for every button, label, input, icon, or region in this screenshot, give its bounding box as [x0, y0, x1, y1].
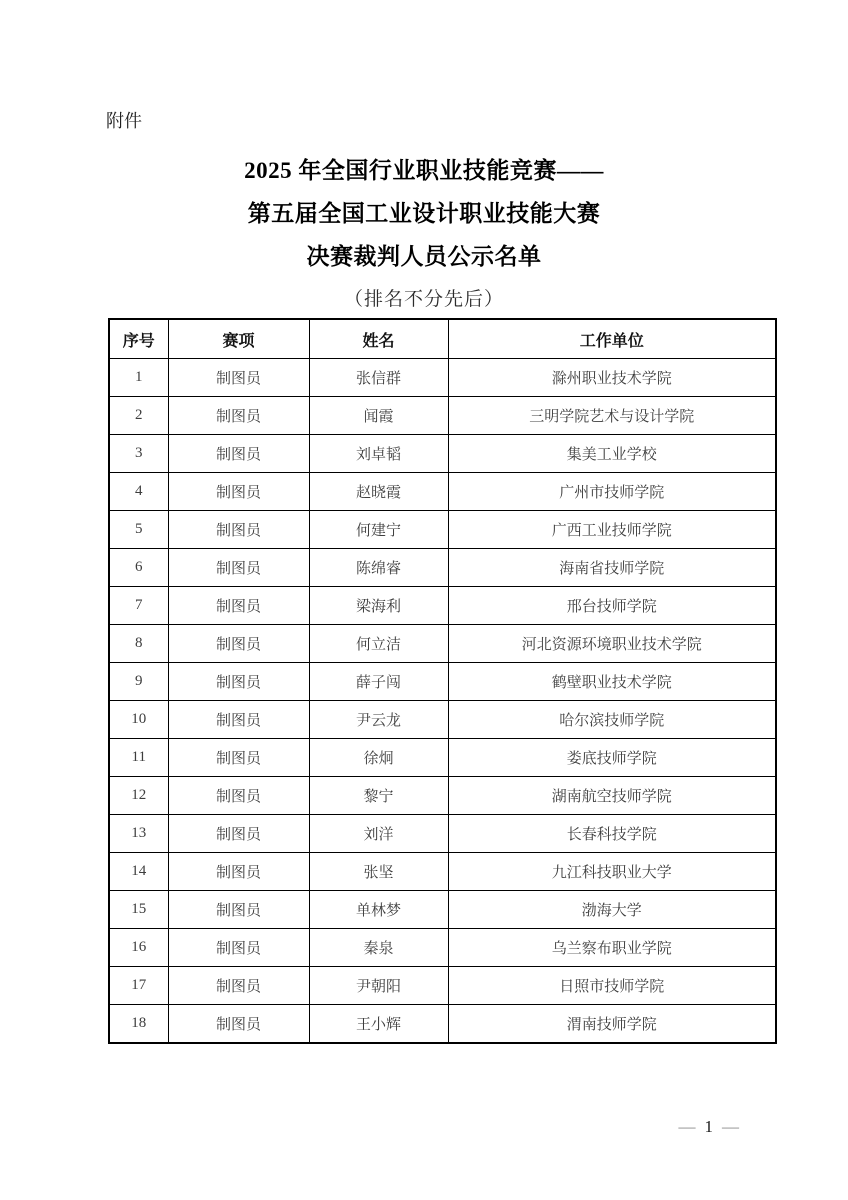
cell-work-unit: 湖南航空技师学院: [448, 777, 776, 815]
cell-event: 制图员: [168, 511, 309, 549]
cell-work-unit: 海南省技师学院: [448, 549, 776, 587]
footer-dash-right: —: [722, 1117, 739, 1136]
table-row: [109, 549, 776, 587]
cell-event: 制图员: [168, 815, 309, 853]
table-row: [109, 473, 776, 511]
cell-work-unit: 日照市技师学院: [448, 967, 776, 1005]
cell-event: 制图员: [168, 549, 309, 587]
header-name: 姓名: [309, 319, 448, 359]
table-row: [109, 663, 776, 701]
page-footer: [670, 1117, 749, 1137]
cell-serial-number: 16: [109, 929, 168, 967]
cell-name: 刘洋: [309, 815, 448, 853]
cell-name: 王小辉: [309, 1005, 448, 1044]
subtitle-note: （排名不分先后）: [343, 289, 504, 310]
cell-serial-number: 17: [109, 967, 168, 1005]
cell-work-unit: 长春科技学院: [448, 815, 776, 853]
header-event: 赛项: [168, 319, 309, 359]
cell-name: 刘卓韬: [309, 435, 448, 473]
cell-name: 何立洁: [309, 625, 448, 663]
cell-event: 制图员: [168, 891, 309, 929]
cell-work-unit: 河北资源环境职业技术学院: [448, 625, 776, 663]
cell-serial-number: 14: [109, 853, 168, 891]
cell-serial-number: 3: [109, 435, 168, 473]
table-row: [109, 853, 776, 891]
header-work-unit: 工作单位: [448, 319, 776, 359]
cell-serial-number: 15: [109, 891, 168, 929]
document-title: [0, 149, 848, 278]
cell-name: 尹云龙: [309, 701, 448, 739]
cell-name: 何建宁: [309, 511, 448, 549]
judges-table: [108, 318, 777, 1044]
cell-name: 徐炯: [309, 739, 448, 777]
cell-serial-number: 18: [109, 1005, 168, 1044]
cell-work-unit: 渭南技师学院: [448, 1005, 776, 1044]
page-number: 1: [704, 1117, 713, 1136]
cell-name: 张信群: [309, 359, 448, 397]
cell-event: 制图员: [168, 967, 309, 1005]
table-row: [109, 777, 776, 815]
cell-name: 薛子闯: [309, 663, 448, 701]
table-row: [109, 625, 776, 663]
cell-work-unit: 滁州职业技术学院: [448, 359, 776, 397]
cell-serial-number: 1: [109, 359, 168, 397]
table-row: [109, 1005, 776, 1044]
cell-serial-number: 11: [109, 739, 168, 777]
cell-work-unit: 渤海大学: [448, 891, 776, 929]
cell-name: 单林梦: [309, 891, 448, 929]
cell-event: 制图员: [168, 739, 309, 777]
table-row: [109, 967, 776, 1005]
cell-serial-number: 9: [109, 663, 168, 701]
table-header-row: [109, 319, 776, 359]
title-line-2: 第五届全国工业设计职业技能大赛: [247, 201, 601, 226]
title-line-1: 2025 年全国行业职业技能竞赛——: [244, 158, 604, 183]
table-row: [109, 739, 776, 777]
cell-event: 制图员: [168, 853, 309, 891]
cell-serial-number: 5: [109, 511, 168, 549]
cell-serial-number: 7: [109, 587, 168, 625]
cell-event: 制图员: [168, 1005, 309, 1044]
title-line-3: 决赛裁判人员公示名单: [306, 244, 542, 269]
table-row: [109, 397, 776, 435]
table-row: [109, 587, 776, 625]
cell-event: 制图员: [168, 777, 309, 815]
cell-serial-number: 12: [109, 777, 168, 815]
cell-name: 尹朝阳: [309, 967, 448, 1005]
cell-work-unit: 鹤壁职业技术学院: [448, 663, 776, 701]
cell-name: 赵晓霞: [309, 473, 448, 511]
table-row: [109, 511, 776, 549]
table-row: [109, 929, 776, 967]
cell-work-unit: 广西工业技师学院: [448, 511, 776, 549]
cell-event: 制图员: [168, 929, 309, 967]
attachment-label: 附件: [106, 111, 142, 131]
cell-event: 制图员: [168, 435, 309, 473]
cell-work-unit: 集美工业学校: [448, 435, 776, 473]
cell-serial-number: 4: [109, 473, 168, 511]
cell-serial-number: 2: [109, 397, 168, 435]
cell-serial-number: 8: [109, 625, 168, 663]
header-serial-number: 序号: [109, 319, 168, 359]
cell-work-unit: 三明学院艺术与设计学院: [448, 397, 776, 435]
cell-work-unit: 邢台技师学院: [448, 587, 776, 625]
table-row: [109, 435, 776, 473]
cell-name: 秦泉: [309, 929, 448, 967]
cell-work-unit: 广州市技师学院: [448, 473, 776, 511]
table-row: [109, 815, 776, 853]
cell-event: 制图员: [168, 663, 309, 701]
cell-work-unit: 娄底技师学院: [448, 739, 776, 777]
cell-name: 闻霞: [309, 397, 448, 435]
cell-work-unit: 九江科技职业大学: [448, 853, 776, 891]
cell-event: 制图员: [168, 359, 309, 397]
table-row: [109, 359, 776, 397]
cell-serial-number: 10: [109, 701, 168, 739]
cell-work-unit: 乌兰察布职业学院: [448, 929, 776, 967]
cell-event: 制图员: [168, 473, 309, 511]
cell-event: 制图员: [168, 587, 309, 625]
cell-event: 制图员: [168, 397, 309, 435]
cell-name: 张坚: [309, 853, 448, 891]
cell-serial-number: 13: [109, 815, 168, 853]
cell-name: 黎宁: [309, 777, 448, 815]
cell-serial-number: 6: [109, 549, 168, 587]
table-row: [109, 891, 776, 929]
cell-name: 陈绵睿: [309, 549, 448, 587]
cell-event: 制图员: [168, 625, 309, 663]
cell-work-unit: 哈尔滨技师学院: [448, 701, 776, 739]
footer-dash-left: —: [678, 1117, 696, 1136]
cell-event: 制图员: [168, 701, 309, 739]
table-row: [109, 701, 776, 739]
cell-name: 梁海利: [309, 587, 448, 625]
